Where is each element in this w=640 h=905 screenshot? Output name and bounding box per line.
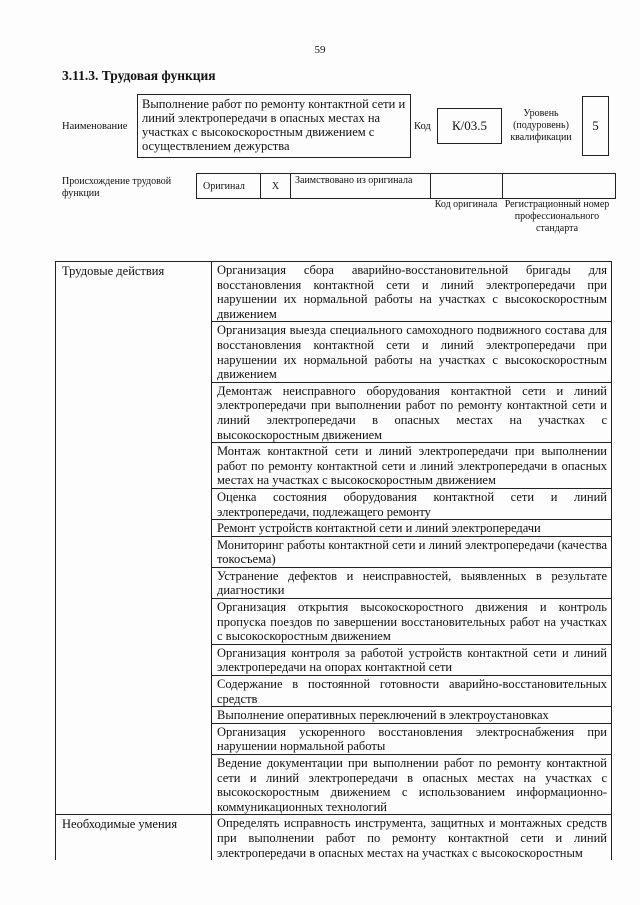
section-item: Организация сбора аварийно-восстановительной бригады для восстановления контактной сети и линий электропередачи при нарушении их нормальной работы на участках с высокоскоростным движением bbox=[212, 262, 612, 322]
original-mark: X bbox=[261, 174, 291, 198]
function-table bbox=[55, 261, 612, 860]
section-item: Организация выезда специального самоходного подвижного состава для восстановления контактной сети и линий электропередачи при нарушении их нормальной работы на участках с высокоскоростным движением bbox=[212, 322, 612, 382]
section-item: Ведение документации при выполнении работ по ремонту контактной сети и линий электропередачи в опасных местах на участках с высокоскоростным движением с использованием информационно-коммуникационных технологий bbox=[212, 755, 612, 815]
section-item: Ремонт устройств контактной сети и линий электропередачи bbox=[212, 520, 612, 537]
section-item: Демонтаж неисправного оборудования контактной сети и линий электропередачи при выполнении работ по ремонту контактной сети и линий электропередачи в опасных местах на участках с высокоскоростным движением bbox=[212, 382, 612, 442]
table-row bbox=[56, 815, 612, 860]
section-title: Трудовые действия bbox=[56, 262, 212, 815]
page-number: 59 bbox=[314, 44, 326, 56]
section-item: Выполнение оперативных переключений в электроустановках bbox=[212, 707, 612, 724]
section-heading: 3.11.3. Трудовая функция bbox=[62, 68, 216, 83]
original-label: Оригинал bbox=[197, 174, 261, 198]
section-item: Оценка состояния оборудования контактной сети и линий электропередачи, подлежащего ремонту bbox=[212, 488, 612, 519]
origin-row bbox=[196, 173, 616, 199]
section-item: Организация открытия высокоскоростного движения и контроль пропуска поездов по завершении восстановительных работ на участках с высокоскоростным движением bbox=[212, 599, 612, 645]
section-item: Устранение дефектов и неисправностей, выявленных в результате диагностики bbox=[212, 567, 612, 598]
section-item: Определять исправность инструмента, защитных и монтажных средств при выполнении работ по ремонту контактной сети и линий электропередачи в опасных местах на участках с высокоскоростным bbox=[212, 815, 612, 860]
registration-number-caption: Регистрационный номер профессионального стандарта bbox=[504, 199, 610, 234]
original-code-cell bbox=[431, 174, 503, 198]
original-code-caption: Код оригинала bbox=[434, 199, 498, 210]
section-item: Содержание в постоянной готовности аварийно-восстановительных средств bbox=[212, 676, 612, 707]
section-item: Мониторинг работы контактной сети и линий электропередачи (качества токосъема) bbox=[212, 536, 612, 567]
name-label: Наименование bbox=[62, 121, 128, 132]
registration-number-cell bbox=[503, 174, 615, 198]
function-code: К/03.5 bbox=[437, 108, 502, 144]
function-name: Выполнение работ по ремонту контактной сети и линий электропередачи в опасных местах на участках с высокоскоростным движением с осуществлением дежурства bbox=[137, 94, 411, 158]
borrowed-label: Заимствовано из оригинала bbox=[291, 174, 431, 198]
section-item: Организация контроля за работой устройств контактной сети и линий электропередачи на опорах контактной сети bbox=[212, 644, 612, 675]
section-item: Монтаж контактной сети и линий электропередачи при выполнении работ по ремонту контактной сети и линий электропередачи в опасных местах на участках с высокоскоростным движением bbox=[212, 443, 612, 489]
table-row bbox=[56, 262, 612, 322]
section-item: Организация ускоренного восстановления электроснабжения при нарушении нормальной работы bbox=[212, 723, 612, 754]
code-label: Код bbox=[414, 121, 431, 132]
origin-label: Происхождение трудовой функции bbox=[62, 176, 172, 199]
qualification-level: 5 bbox=[582, 96, 609, 156]
section-title: Необходимые умения bbox=[56, 815, 212, 860]
level-label: Уровень (подуровень) квалификации bbox=[510, 108, 572, 143]
